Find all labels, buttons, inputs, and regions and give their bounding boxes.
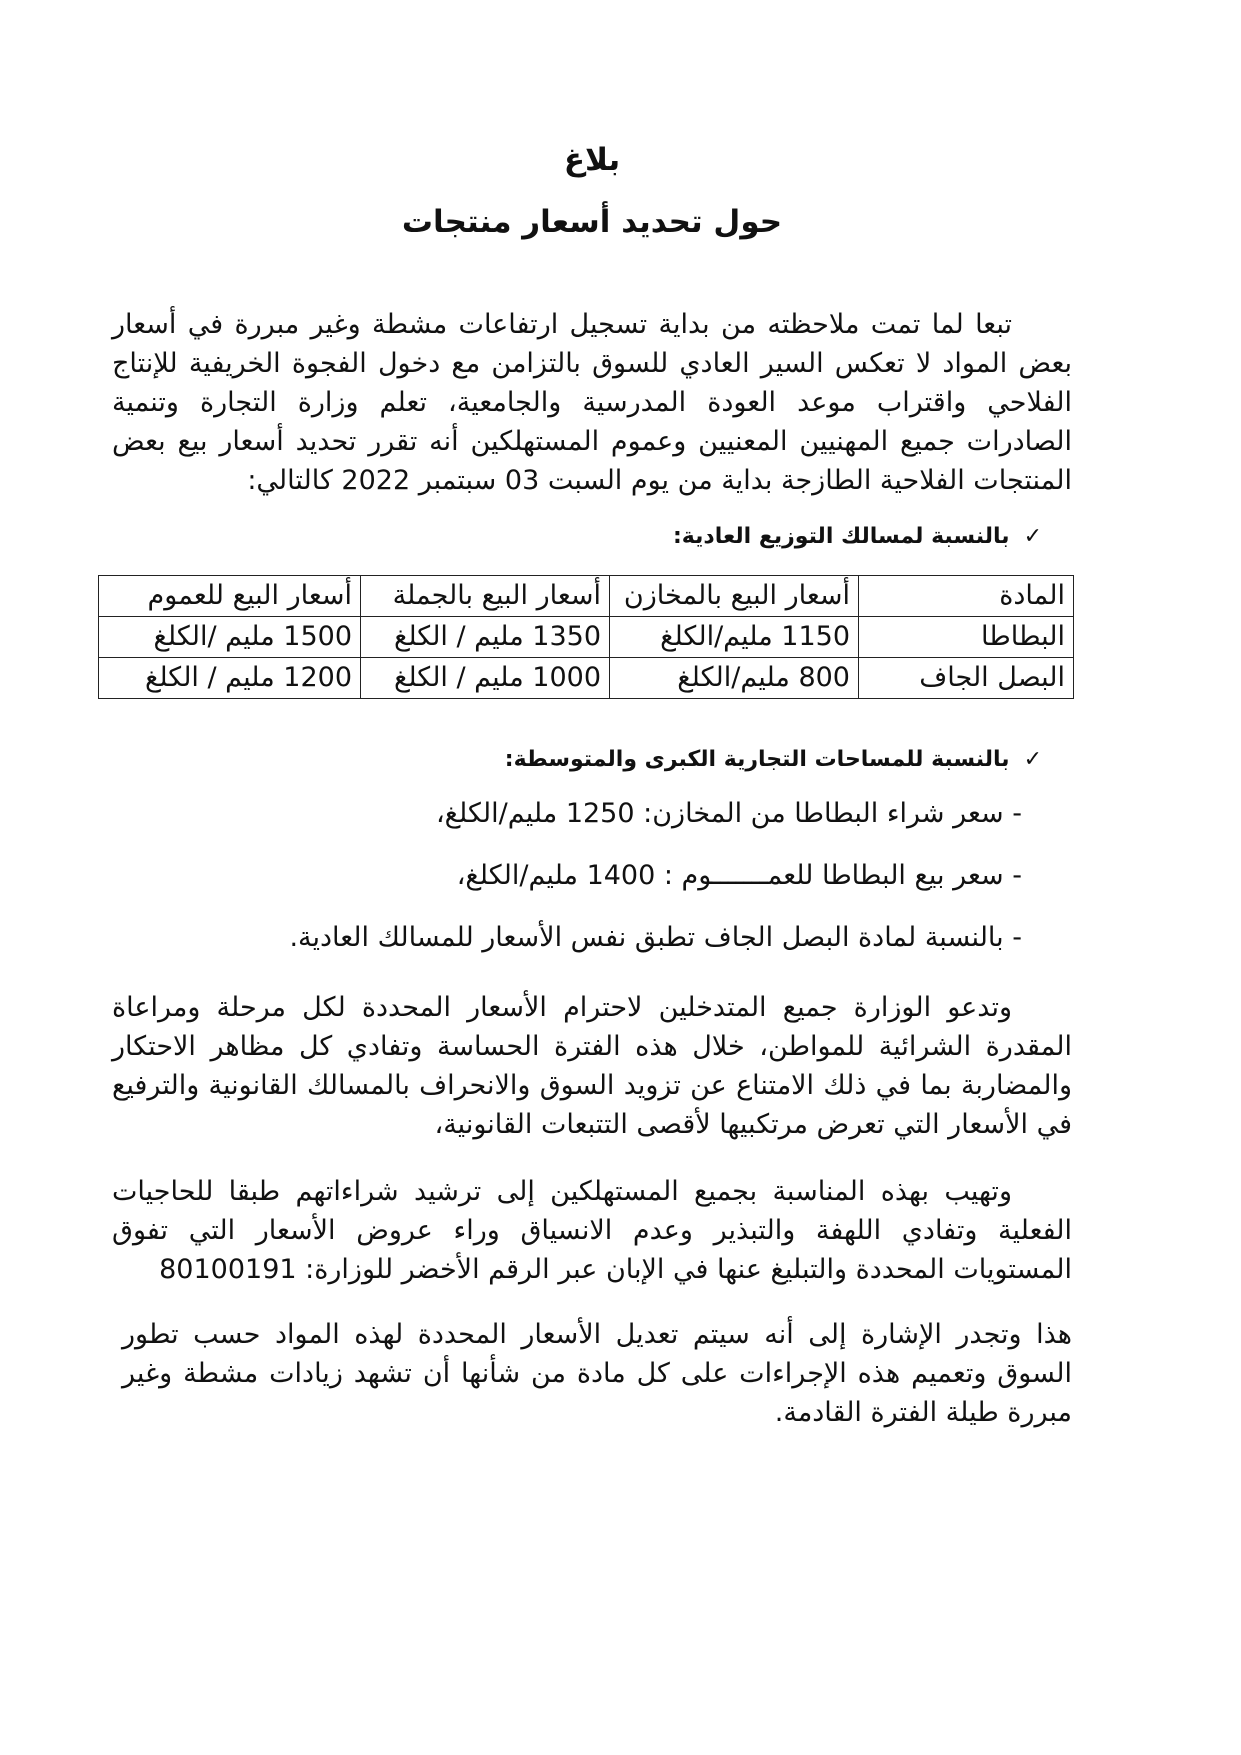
ministry-call-paragraph: وتدعو الوزارة جميع المتدخلين لاحترام الأسعار المحددة لكل مرحلة ومراعاة المقدرة الشرائية للمواطن، خلال هذه الفترة الحساسة وتفادي كل مظاهر الاحتكار والمضاربة بما في ذلك الامتناع عن تزويد السوق والانحراف بالمسالك القانونية والترفيع في الأسعار التي تعرض مرتكبيها لأقصى التتبعات القانونية، — [112, 991, 1072, 1140]
section-regular-channels-heading — [112, 524, 1072, 549]
closing-paragraph: هذا وتجدر الإشارة إلى أنه سيتم تعديل الأسعار المحددة لهذه المواد حسب تطور السوق وتعميم هذه الإجراءات على كل مادة من شأنها أن تشهد زيادات مشطة وغير مبررة طيلة الفترة القادمة. — [122, 1318, 1072, 1428]
list-item: - سعر شراء البطاطا من المخازن: 1250 مليم/الكلغ، — [435, 797, 1022, 829]
page-subtitle: حول تحديد أسعار منتجات — [401, 204, 783, 241]
checkmark-icon: ✓ — [1023, 746, 1042, 772]
section-heading-text: بالنسبة لمسالك التوزيع العادية: — [673, 523, 1010, 549]
retail-price-list — [112, 794, 1072, 958]
column-header: أسعار البيع للعموم — [99, 575, 361, 616]
consumer-appeal-paragraph: وتهيب بهذه المناسبة بجميع المستهلكين إلى ترشيد شراءاتهم طبقا للحاجيات الفعلية وتفادي اللهفة والتبذير وعدم الانسياق وراء عروض الأسعار التي تفوق المستويات المحددة والتبليغ عنها في الإبان عبر الرقم الأخضر للوزارة: 80100191 — [112, 1175, 1072, 1285]
table-cell: 1150 مليم/الكلغ — [610, 616, 859, 657]
table-cell: 800 مليم/الكلغ — [610, 657, 859, 698]
table-cell: البطاطا — [859, 616, 1074, 657]
table-header-row — [99, 575, 1074, 616]
table-cell: 1350 مليم / الكلغ — [361, 616, 610, 657]
column-header: أسعار البيع بالجملة — [361, 575, 610, 616]
table-cell: 1200 مليم / الكلغ — [99, 657, 361, 698]
checkmark-icon: ✓ — [1023, 523, 1042, 549]
list-item: - سعر بيع البطاطا للعمـــــــوم : 1400 مليم/الكلغ، — [456, 859, 1022, 891]
price-table — [98, 575, 1074, 699]
table-row — [99, 616, 1074, 657]
column-header: المادة — [859, 575, 1074, 616]
table-row — [99, 657, 1074, 698]
column-header: أسعار البيع بالمخازن — [610, 575, 859, 616]
section-heading-text: بالنسبة للمساحات التجارية الكبرى والمتوسطة: — [504, 746, 1010, 772]
table-cell: البصل الجاف — [859, 657, 1074, 698]
document-page — [112, 140, 1072, 1432]
table-cell: 1000 مليم / الكلغ — [361, 657, 610, 698]
page-title: بلاغ — [563, 142, 621, 178]
intro-paragraph: تبعا لما تمت ملاحظته من بداية تسجيل ارتفاعات مشطة وغير مبررة في أسعار بعض المواد لا تعكس السير العادي للسوق بالتزامن مع دخول الفجوة الخريفية للإنتاج الفلاحي واقتراب موعد العودة المدرسية والجامعية، تعلم وزارة التجارة وتنمية الصادرات جميع المهنيين المعنيين وعموم المستهلكين أنه تقرر تحديد أسعار بيع بعض المنتجات الفلاحية الطازجة بداية من يوم السبت 03 سبتمبر 2022 كالتالي: — [112, 308, 1072, 496]
list-item: - بالنسبة لمادة البصل الجاف تطبق نفس الأسعار للمسالك العادية. — [289, 921, 1022, 953]
section-large-retail-heading — [112, 747, 1072, 772]
table-cell: 1500 مليم /الكلغ — [99, 616, 361, 657]
